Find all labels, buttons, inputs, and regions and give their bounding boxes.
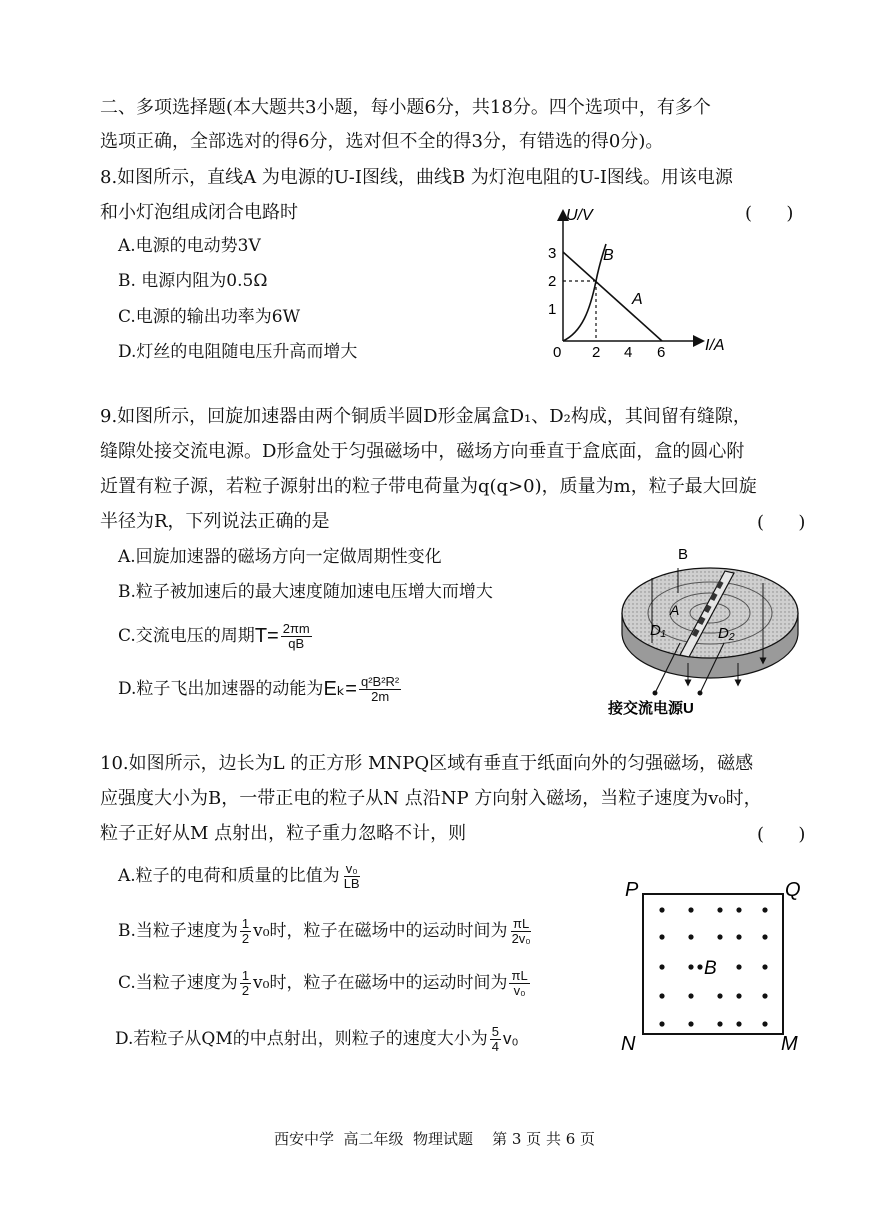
- q10-option-c-coef-den: 2: [241, 982, 250, 998]
- q10-option-d: [115, 1018, 519, 1060]
- q10-label-p: P: [625, 879, 639, 901]
- q8-stem-line-1: 8.如图所示，直线A 为电源的U-I图线，曲线B 为灯泡电阻的U-I图线。用该电源: [100, 167, 733, 188]
- q10-stem-line-3: 粒子正好从M 点射出，粒子重力忽略不计，则: [100, 823, 467, 844]
- q8-ui-graph: [530, 200, 740, 365]
- q9-option-a: A.回旋加速器的磁场方向一定做周期性变化: [118, 547, 442, 567]
- q10-option-b-coefficient: [240, 917, 251, 946]
- q9-stem-line-3: 近置有粒子源，若粒子源射出的粒子带电荷量为q(q>0)，质量为m，粒子最大回旋: [100, 476, 757, 497]
- q10-square-field-figure: [615, 872, 815, 1057]
- q8-x-tick-4: 4: [624, 344, 633, 361]
- q9-option-d-symbol: Eₖ=: [323, 678, 357, 700]
- q10-label-q: Q: [785, 879, 801, 901]
- q10-stem-line-1: 10.如图所示，边长为L 的正方形 MNPQ区域有垂直于纸面向外的匀强磁场，磁感: [100, 753, 754, 774]
- q10-option-d-denominator: 4: [491, 1038, 500, 1054]
- q9-label-b: B: [678, 546, 689, 563]
- q8-option-d: D.灯丝的电阻随电压升高而增大: [118, 342, 358, 362]
- q10-option-a-text: A.粒子的电荷和质量的比值为: [118, 866, 340, 886]
- q8-label-a: A: [632, 291, 643, 308]
- section-heading-line-1: 二、多项选择题(本大题共3小题，每小题6分，共18分。四个选项中，有多个: [100, 97, 711, 118]
- q9-option-b: B.粒子被加速后的最大速度随加速电压增大而增大: [118, 582, 493, 602]
- q10-option-b-middle: v₀时，粒子在磁场中的运动时间为: [253, 921, 508, 941]
- q8-x-tick-6: 6: [657, 344, 666, 361]
- q9-label-a: A: [670, 602, 680, 618]
- q9-option-c-denominator: qB: [288, 635, 305, 651]
- q10-option-b-coef-num: 1: [241, 915, 250, 931]
- q10-option-b-denominator: 2v₀: [511, 930, 531, 946]
- q8-option-c: C.电源的输出功率为6W: [118, 307, 301, 327]
- q10-option-a-fraction: [342, 862, 362, 891]
- q8-stem-line-2: 和小灯泡组成闭合电路时: [100, 202, 298, 223]
- q10-option-b-prefix: B.当粒子速度为: [118, 921, 238, 941]
- q10-option-c-numerator: πL: [511, 967, 528, 983]
- q9-cyclotron-figure: [600, 543, 815, 718]
- q10-option-d-prefix: D.若粒子从QM的中点射出，则粒子的速度大小为: [115, 1029, 488, 1049]
- q10-option-b: [118, 910, 535, 952]
- q8-x-axis-label: I/A: [705, 337, 725, 354]
- q10-option-d-numerator: 5: [491, 1023, 500, 1039]
- q10-option-a: [118, 856, 364, 896]
- q10-option-c-prefix: C.当粒子速度为: [118, 973, 238, 993]
- q8-x-tick-2: 2: [592, 344, 601, 361]
- q10-option-c-coefficient: [240, 969, 251, 998]
- q10-center-dot: [697, 964, 702, 969]
- q10-stem-line-2: 应强度大小为B，一带正电的粒子从N 点沿NP 方向射入磁场，当粒子速度为v₀时，: [100, 788, 762, 809]
- q9-option-d: [118, 668, 403, 710]
- q10-option-c-fraction: [509, 969, 529, 998]
- q10-option-c: [118, 962, 532, 1004]
- q9-option-c-fraction: [281, 622, 312, 651]
- q10-option-a-numerator: v₀: [345, 860, 358, 876]
- q10-label-m: M: [781, 1033, 798, 1055]
- q9-stem-line-1: 9.如图所示，回旋加速器由两个铜质半圆D形金属盒D₁、D₂构成，其间留有缝隙，: [100, 406, 751, 427]
- q8-option-b: B. 电源内阻为0.5Ω: [118, 271, 268, 291]
- q8-x-tick-0: 0: [553, 344, 562, 361]
- q10-label-b: B: [704, 958, 717, 979]
- q9-label-d2: D₂: [718, 625, 735, 642]
- q9-stem-line-2: 缝隙处接交流电源。D形盒处于匀强磁场中，磁场方向垂直于盒底面，盒的圆心附: [100, 441, 745, 462]
- section-heading-line-2: 选项正确，全部选对的得6分，选对但不全的得3分，有错选的得0分)。: [100, 131, 664, 152]
- q10-option-b-fraction: [510, 917, 533, 946]
- q10-option-c-denominator: v₀: [513, 982, 526, 998]
- q10-option-d-suffix: v₀: [503, 1029, 519, 1048]
- q10-option-b-numerator: πL: [513, 915, 530, 931]
- q9-option-d-fraction: [359, 675, 401, 704]
- q9-terminal-right: [698, 691, 703, 696]
- q9-caption: 接交流电源U: [608, 700, 694, 717]
- q9-label-d1: D₁: [650, 622, 666, 639]
- q10-option-d-fraction: [490, 1025, 501, 1054]
- q9-option-c-numerator: 2πm: [282, 620, 310, 636]
- q9-option-c-symbol: T=: [254, 625, 279, 647]
- q9-answer-bracket: ( ): [757, 512, 806, 533]
- q8-y-axis-label: U/V: [566, 207, 593, 224]
- q8-answer-bracket: ( ): [745, 203, 794, 224]
- q9-option-d-numerator: q²B²R²: [360, 673, 400, 689]
- q8-y-tick-1: 1: [548, 301, 557, 318]
- q9-option-c-text: C.交流电压的周期: [118, 626, 255, 646]
- q8-option-a: A.电源的电动势3V: [118, 236, 261, 256]
- q10-label-n: N: [621, 1033, 636, 1055]
- q8-y-tick-3: 3: [548, 245, 557, 262]
- q10-option-c-middle: v₀时，粒子在磁场中的运动时间为: [253, 973, 508, 993]
- q9-stem-line-4: 半径为R，下列说法正确的是: [100, 511, 330, 532]
- q10-option-a-denominator: LB: [343, 875, 360, 891]
- q9-option-d-denominator: 2m: [371, 688, 390, 704]
- q10-option-b-coef-den: 2: [241, 930, 250, 946]
- q8-label-b: B: [603, 247, 614, 264]
- page-footer: 西安中学 高二年级 物理试题 第 3 页 共 6 页: [273, 1130, 596, 1148]
- q8-y-tick-2: 2: [548, 273, 557, 290]
- q9-option-d-text: D.粒子飞出加速器的动能为: [118, 679, 324, 699]
- q9-option-c: [118, 616, 314, 656]
- q10-answer-bracket: ( ): [757, 824, 806, 845]
- q9-terminal-left: [653, 691, 658, 696]
- q10-option-c-coef-num: 1: [241, 967, 250, 983]
